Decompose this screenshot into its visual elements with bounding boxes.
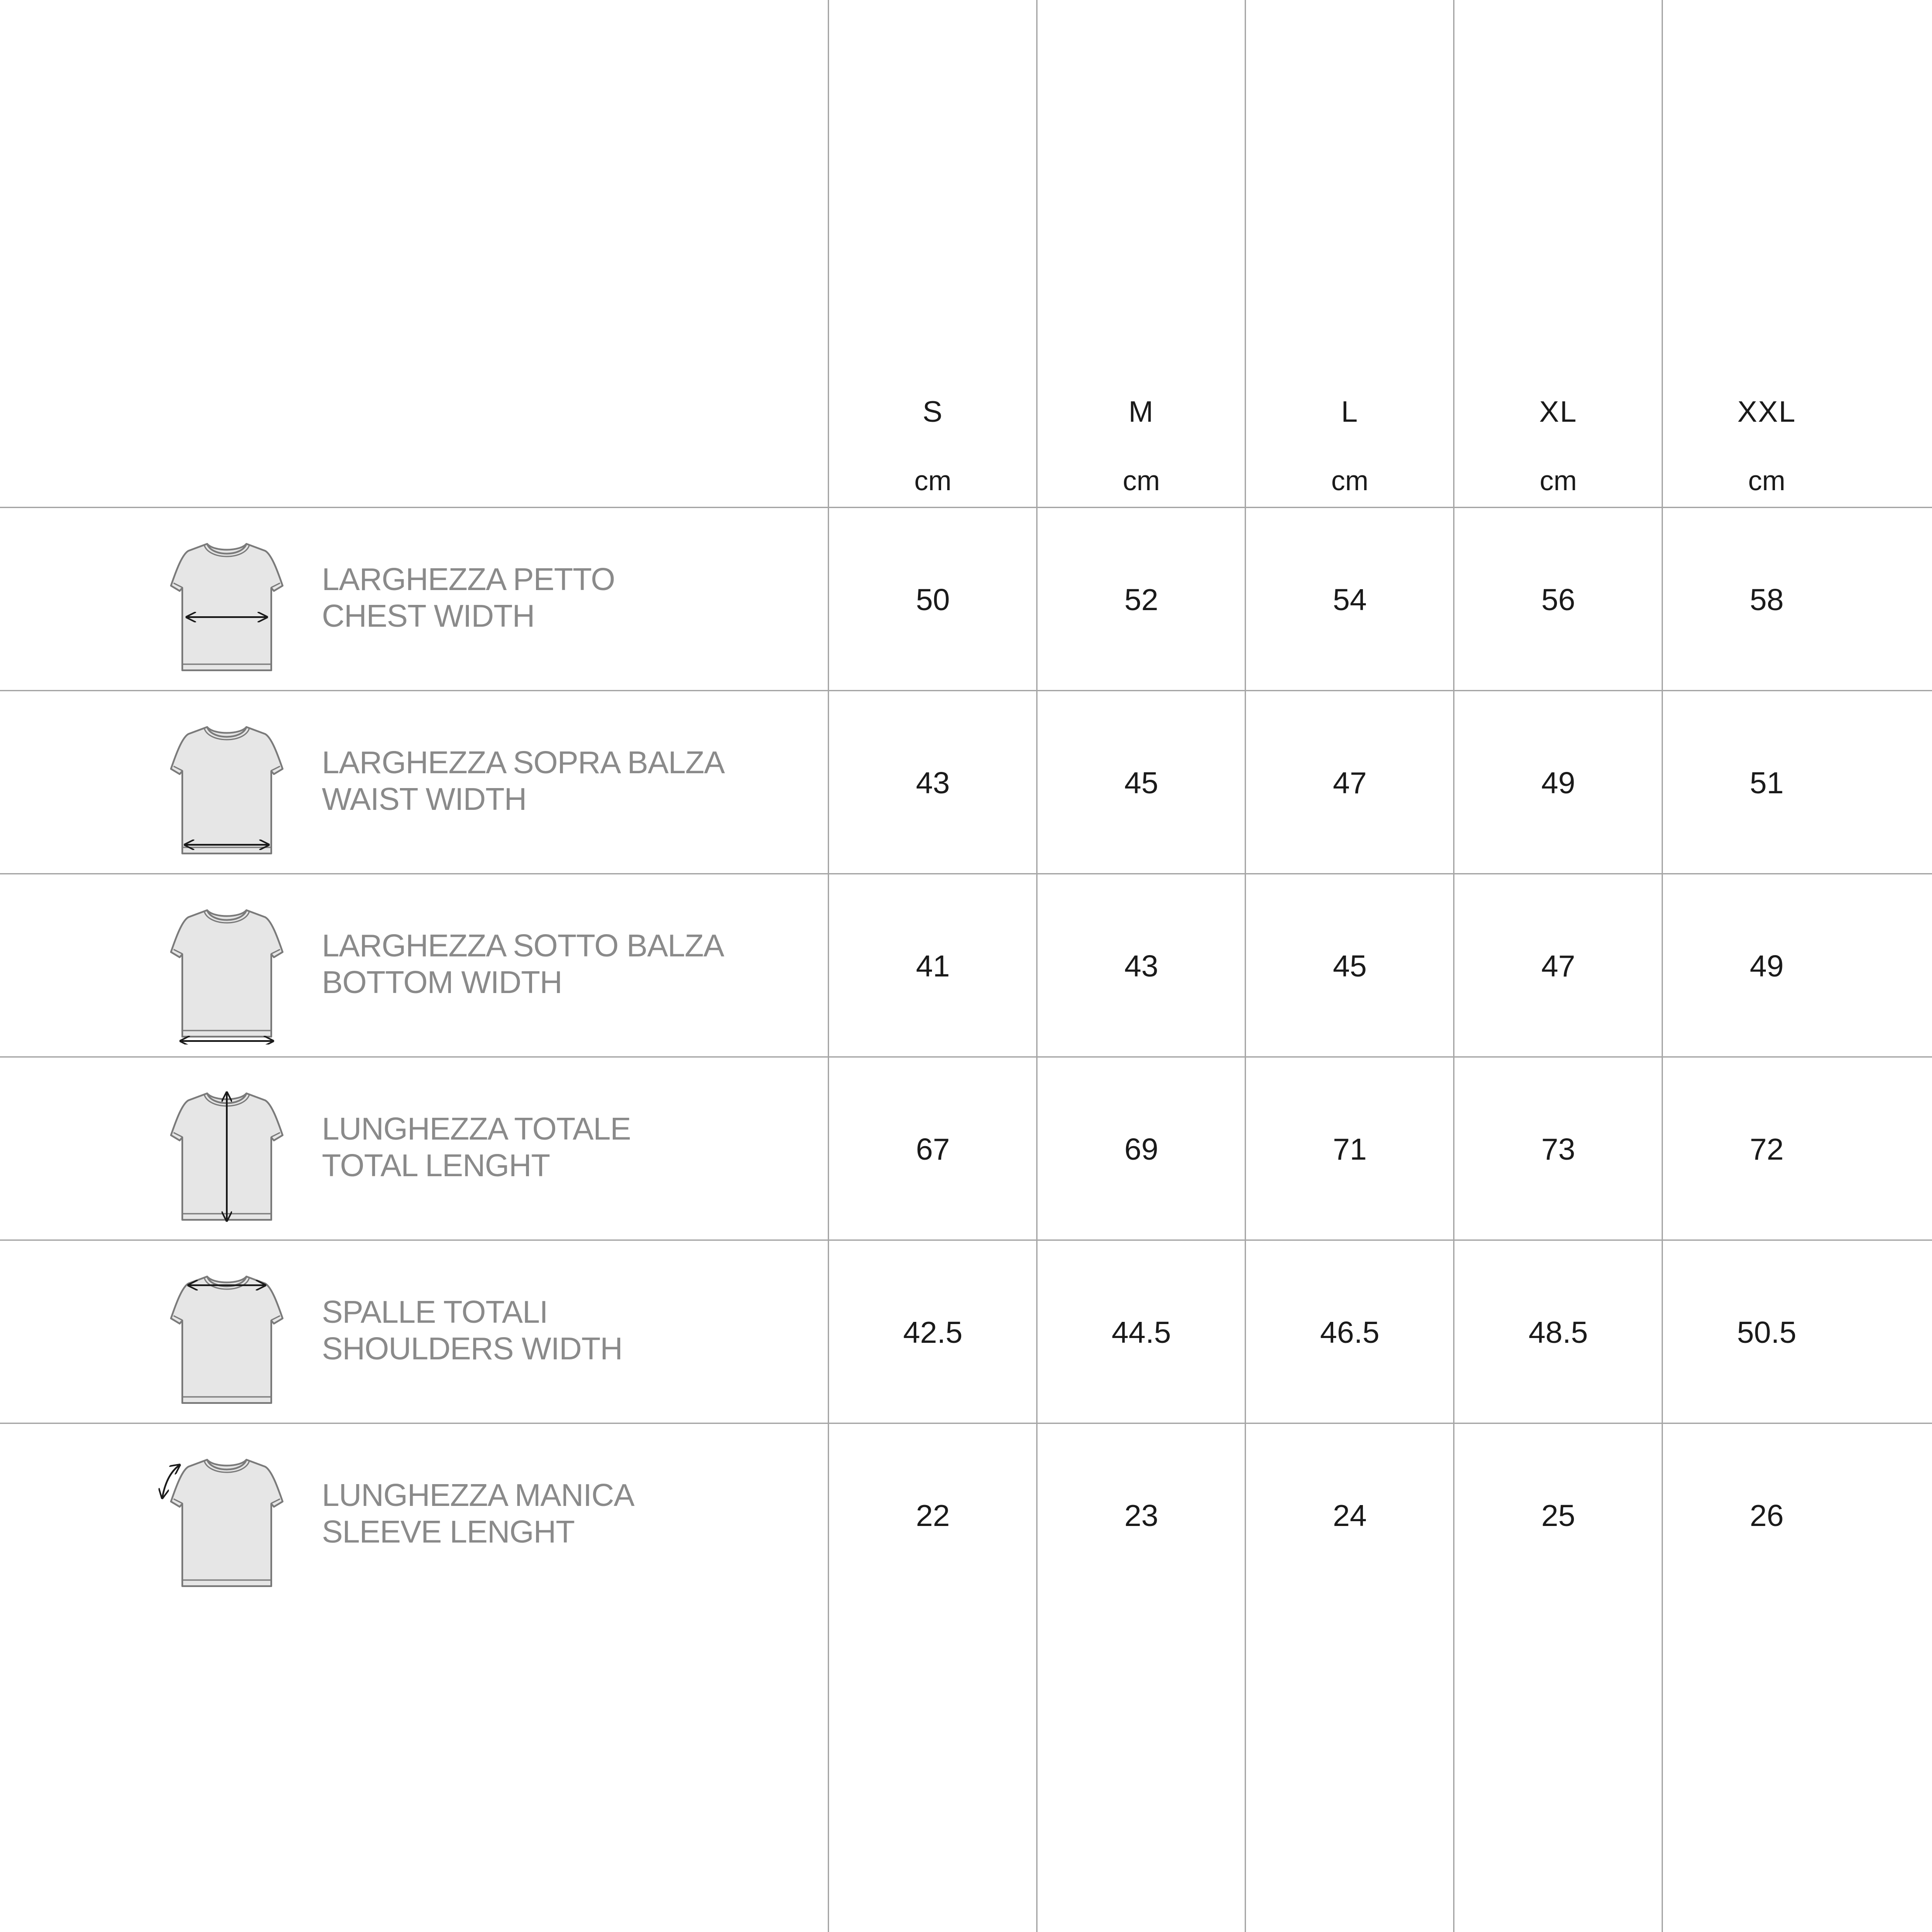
table-row — [0, 1424, 1932, 1607]
value-cell: 47 — [1541, 949, 1575, 983]
unit-label: cm — [1539, 465, 1577, 496]
value-cell: 45 — [1124, 766, 1158, 800]
size-label: L — [1341, 395, 1359, 428]
value-cell: 52 — [1124, 583, 1158, 617]
value-cell: 67 — [916, 1132, 950, 1166]
label-italian: LUNGHEZZA TOTALE — [322, 1112, 631, 1147]
measurement-label — [322, 1294, 802, 1367]
measurement-label — [322, 1111, 802, 1184]
value-cell: 23 — [1124, 1498, 1158, 1533]
value-cell: 44.5 — [1111, 1315, 1171, 1349]
value-cell: 58 — [1750, 583, 1784, 617]
table-row — [0, 1241, 1932, 1424]
value-cell: 49 — [1541, 766, 1575, 800]
tshirt-bottom-width-icon — [157, 901, 297, 1045]
table-row — [0, 691, 1932, 874]
unit-label: cm — [1123, 465, 1160, 496]
value-cell: 50.5 — [1737, 1315, 1797, 1349]
value-cell: 48.5 — [1528, 1315, 1588, 1349]
value-cell: 43 — [916, 766, 950, 800]
unit-label: cm — [1331, 465, 1369, 496]
value-cell: 24 — [1333, 1498, 1367, 1533]
tshirt-total-length-icon — [157, 1084, 297, 1223]
size-label: S — [922, 395, 943, 428]
measurement-label — [322, 1477, 802, 1550]
measurement-label — [322, 561, 802, 635]
table-row — [0, 1058, 1932, 1241]
table-row — [0, 874, 1932, 1058]
unit-label: cm — [914, 465, 952, 496]
value-cell: 54 — [1333, 583, 1367, 617]
tshirt-sleeve-length-icon — [157, 1450, 297, 1590]
unit-label: cm — [1748, 465, 1785, 496]
value-cell: 47 — [1333, 766, 1367, 800]
value-cell: 71 — [1333, 1132, 1367, 1166]
value-cell: 45 — [1333, 949, 1367, 983]
label-english: SLEEVE LENGHT — [322, 1515, 575, 1550]
tshirt-waist-width-icon — [157, 717, 297, 857]
measurement-label — [322, 744, 802, 818]
label-italian: LARGHEZZA SOPRA BALZA — [322, 745, 725, 780]
label-italian: LARGHEZZA PETTO — [322, 562, 615, 597]
label-english: BOTTOM WIDTH — [322, 965, 562, 1000]
value-cell: 72 — [1750, 1132, 1784, 1166]
size-label: XXL — [1737, 395, 1796, 428]
size-label: XL — [1539, 395, 1577, 428]
value-cell: 50 — [916, 583, 950, 617]
value-cell: 49 — [1750, 949, 1784, 983]
label-italian: LUNGHEZZA MANICA — [322, 1478, 635, 1513]
measurement-label — [322, 928, 802, 1001]
table-row — [0, 508, 1932, 691]
value-cell: 26 — [1750, 1498, 1784, 1533]
tshirt-shoulders-width-icon — [157, 1267, 297, 1406]
value-cell: 51 — [1750, 766, 1784, 800]
value-cell: 46.5 — [1320, 1315, 1380, 1349]
value-cell: 42.5 — [903, 1315, 963, 1349]
value-cell: 41 — [916, 949, 950, 983]
value-cell: 73 — [1541, 1132, 1575, 1166]
value-cell: 43 — [1124, 949, 1158, 983]
tshirt-chest-width-icon — [157, 534, 297, 674]
label-english: TOTAL LENGHT — [322, 1148, 550, 1183]
value-cell: 56 — [1541, 583, 1575, 617]
label-english: SHOULDERS WIDTH — [322, 1331, 623, 1366]
label-italian: LARGHEZZA SOTTO BALZA — [322, 928, 724, 963]
label-italian: SPALLE TOTALI — [322, 1295, 548, 1330]
label-english: CHEST WIDTH — [322, 599, 535, 634]
label-english: WAIST WIDTH — [322, 782, 526, 817]
value-cell: 22 — [916, 1498, 950, 1533]
value-cell: 69 — [1124, 1132, 1158, 1166]
value-cell: 25 — [1541, 1498, 1575, 1533]
size-label: M — [1128, 395, 1154, 428]
